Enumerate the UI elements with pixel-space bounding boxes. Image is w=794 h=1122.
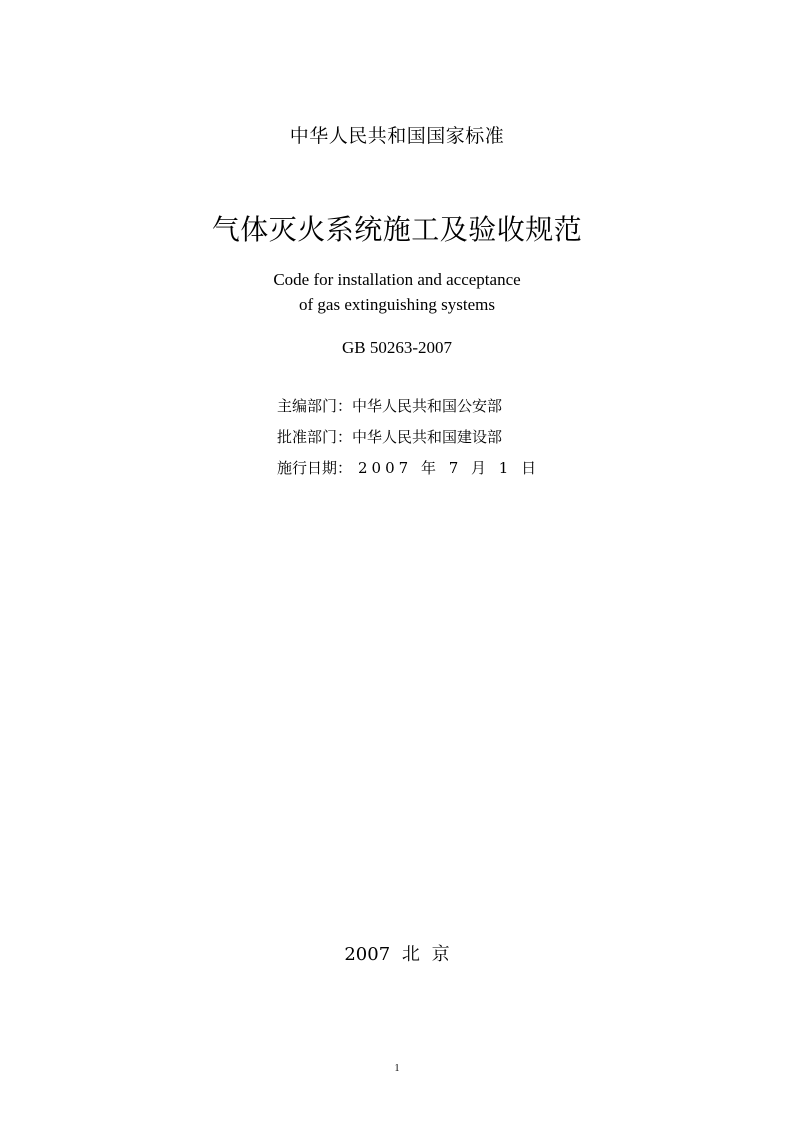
effective-date-value: 2007 年 7 月 1 日 xyxy=(358,459,541,477)
chief-editor-label: 主编部门： xyxy=(277,397,353,415)
national-standard-header: 中华人民共和国国家标准 xyxy=(289,125,505,147)
effective-date-label: 施行日期： xyxy=(277,459,353,477)
effective-date-row xyxy=(277,461,540,476)
document-title-english-line-1: Code for installation and acceptance xyxy=(273,270,521,289)
approval-department-value: 中华人民共和国建设部 xyxy=(352,428,503,446)
page-number: 1 xyxy=(394,1063,400,1074)
publication-year-place: 2007 北 京 xyxy=(344,944,450,965)
chief-editor-value: 中华人民共和国公安部 xyxy=(352,397,503,415)
document-title-english-line-2: of gas extinguishing systems xyxy=(299,295,495,314)
approval-department-label: 批准部门： xyxy=(277,428,353,446)
approval-department-row xyxy=(277,430,502,445)
standard-code: GB 50263-2007 xyxy=(341,338,453,357)
chief-editor-row xyxy=(277,399,502,414)
document-title-chinese: 气体灭火系统施工及验收规范 xyxy=(211,213,583,246)
